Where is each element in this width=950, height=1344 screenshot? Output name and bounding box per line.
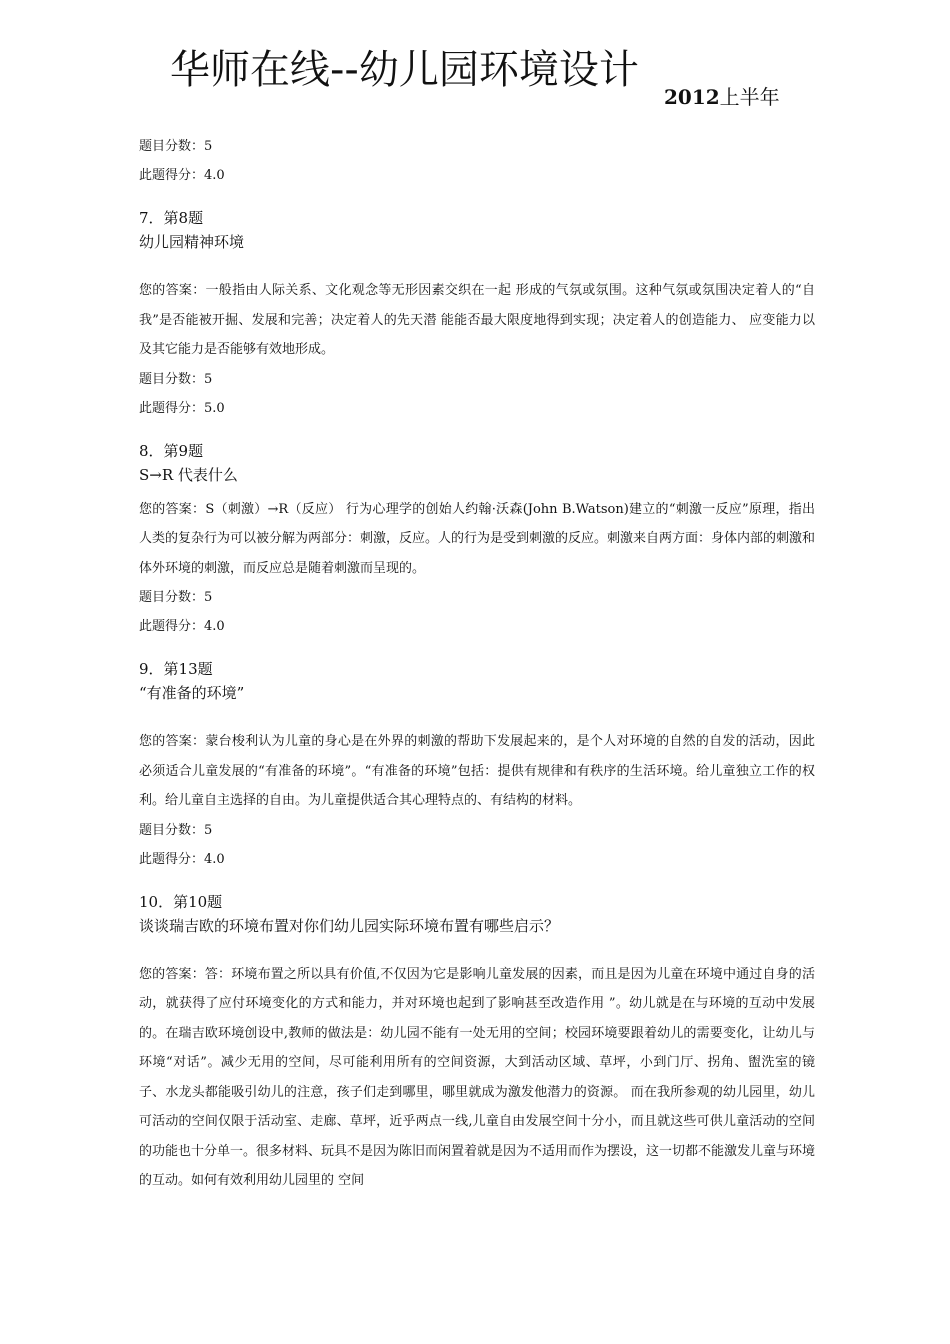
answer-label: 您的答案： bbox=[139, 283, 206, 298]
answer-label: 您的答案： bbox=[139, 966, 205, 982]
question-got-score: 此题得分：5.0 bbox=[139, 400, 225, 416]
term-year: 2012 bbox=[664, 85, 720, 109]
question-full-score: 题目分数：5 bbox=[139, 590, 213, 605]
question-heading: 10．第10题 bbox=[139, 892, 223, 911]
answer-text: S（刺激）→R（反应） 行为心理学的创始人约翰·沃森(John B.Watson)建立的“刺激一反应”原理，指出人类的复杂行为可以被分解为两部分：刺激，反应。人的行为是受到刺激的反应。刺激来自两方面：身体内部的刺激和体外环境的刺激，而反应总是随着刺激而呈现的。 bbox=[139, 501, 816, 576]
question-got-score: 此题得分：4.0 bbox=[139, 851, 225, 867]
question-got-score: 此题得分：4.0 bbox=[139, 168, 225, 183]
question-heading: 8．第9题 bbox=[139, 441, 204, 460]
answer-text: 蒙台梭利认为儿童的身心是在外界的刺激的帮助下发展起来的，是个人对环境的自然的自发的活动，因此必须适合儿童发展的“有准备的环境”。“有准备的环境”包括：提供有规律和有秩序的生活环境。给儿童独立工作的权利。给儿童自主选择的自由。为儿童提供适合其心理特点的、有结构的材料。 bbox=[139, 734, 815, 808]
document-term bbox=[664, 84, 780, 110]
question-answer bbox=[139, 276, 815, 365]
question-full-score: 题目分数：5 bbox=[139, 139, 213, 154]
term-half: 上半年 bbox=[719, 85, 780, 109]
answer-label: 您的答案： bbox=[139, 501, 206, 517]
question-heading: 9．第13题 bbox=[139, 660, 213, 678]
question-title: 谈谈瑞吉欧的环境布置对你们幼儿园实际环境布置有哪些启示？ bbox=[139, 916, 560, 935]
question-full-score: 题目分数：5 bbox=[139, 371, 213, 387]
question-title: “有准备的环境” bbox=[139, 684, 245, 702]
answer-label: 您的答案： bbox=[139, 734, 206, 749]
document-title: 华师在线--幼儿园环境设计 bbox=[170, 47, 639, 93]
question-answer bbox=[139, 495, 815, 584]
question-answer bbox=[139, 727, 815, 816]
question-title: 幼儿园精神环境 bbox=[139, 233, 245, 251]
answer-text: 答：环境布置之所以具有价值,不仅因为它是影响儿童发展的因素，而且是因为儿童在环境中通过自身的活动，就获得了应付环境变化的方式和能力，并对环境也起到了影响甚至改造作用 ”。幼儿就是在与环境的互动中发展的。在瑞吉欧环境创设中,教师的做法是：幼儿园不能有一处无用的空间；校园环境要跟着幼儿的需要变化，让幼儿与环境“对话”。减少无用的空间，尽可能利用所有的空间资源，大到活动区域、草坪，小到门厅、拐角、盥洗室的镜子、水龙头都能吸引幼儿的注意，孩子们走到哪里，哪里就成为激发他潜力的资源。 而在我所参观的幼儿园里，幼儿可活动的空间仅限于活动室、走廊、草坪，近乎两点一线,儿童自由发展空间十分小，而且就这些可供儿童活动的空间的功能也十分单一。很多材料、玩具不是因为陈旧而闲置着就是因为不适用而作为摆设，这一切都不能激发儿童与环境的互动。如何有效利用幼儿园里的 空间 bbox=[139, 966, 816, 1188]
question-heading: 7．第8题 bbox=[139, 209, 204, 227]
question-title: S→R 代表什么 bbox=[139, 465, 238, 484]
question-answer bbox=[139, 960, 815, 1196]
question-full-score: 题目分数：5 bbox=[139, 822, 213, 838]
question-list bbox=[139, 132, 815, 1196]
answer-text: 一般指由人际关系、文化观念等无形因素交织在一起 形成的气氛或氛围。这种气氛或氛围决定着人的“自 我”是否能被开掘、发展和完善；决定着人的先天潜 能能否最大限度地得到实现；决定着人的创造能力、 应变能力以及其它能力是否能够有效地形成。 bbox=[139, 283, 815, 357]
question-got-score: 此题得分：4.0 bbox=[139, 619, 225, 634]
